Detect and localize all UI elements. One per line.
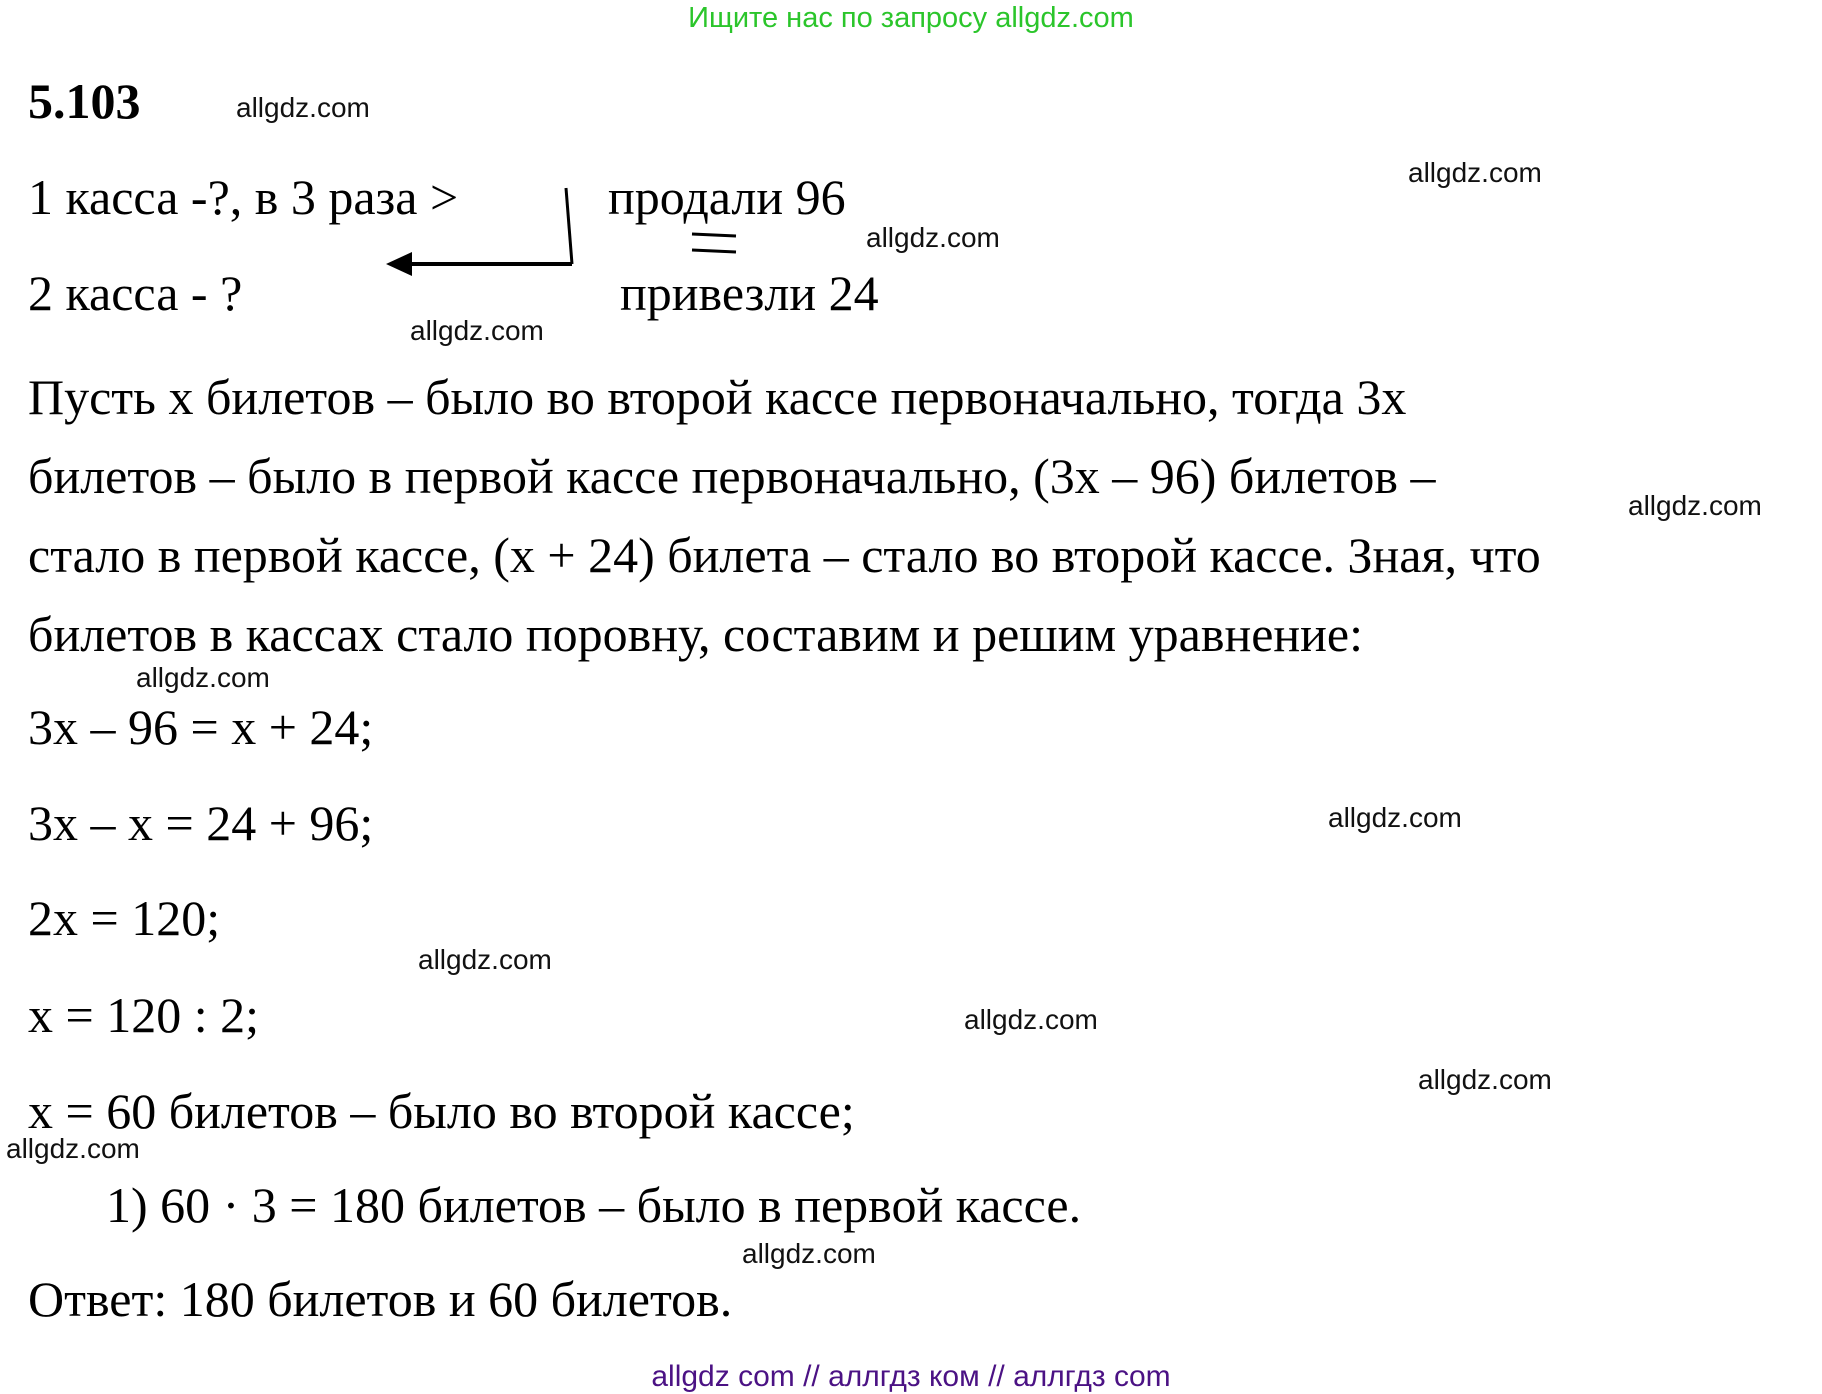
comparison-arrow-icon (0, 0, 1822, 400)
equation-3: 2х = 120; (28, 890, 221, 946)
footer-links: allgdz com // аллгдз ком // аллгдз com (651, 1360, 1171, 1393)
watermark: allgdz.com (6, 1133, 140, 1164)
search-banner: Ищите нас по запросу allgdz.com (688, 2, 1134, 34)
condition-line-1: 1 касса -?, в 3 раза > (28, 169, 459, 225)
watermark: allgdz.com (136, 662, 270, 693)
condition-sold: продали 96 (608, 169, 846, 225)
answer: Ответ: 180 билетов и 60 билетов. (28, 1271, 733, 1327)
paragraph-line: билетов – было в первой кассе первоначально, (3х – 96) билетов – (28, 448, 1436, 504)
paragraph-line: стало в первой кассе, (х + 24) билета – стало во второй кассе. Зная, что (28, 527, 1541, 583)
watermark: allgdz.com (866, 222, 1000, 253)
watermark: allgdz.com (236, 92, 370, 123)
problem-number: 5.103 (28, 73, 141, 129)
watermark: allgdz.com (1328, 802, 1462, 833)
step-1: 1) 60 · 3 = 180 билетов – было в первой кассе. (106, 1177, 1082, 1233)
equation-4: х = 120 : 2; (28, 987, 259, 1043)
watermark: allgdz.com (1408, 157, 1542, 188)
watermark: allgdz.com (410, 315, 544, 346)
condition-brought: привезли 24 (620, 265, 879, 321)
paragraph-line: билетов в кассах стало поровну, составим и решим уравнение: (28, 606, 1364, 662)
paragraph-line: Пусть х билетов – было во второй кассе первоначально, тогда 3х (28, 369, 1407, 425)
condition-line-2: 2 касса - ? (28, 265, 243, 321)
solution-paragraph (28, 358, 1541, 674)
equation-2: 3х – х = 24 + 96; (28, 795, 374, 851)
watermark: allgdz.com (1628, 490, 1762, 521)
equation-1: 3х – 96 = х + 24; (28, 699, 374, 755)
watermark: allgdz.com (964, 1004, 1098, 1035)
watermark: allgdz.com (418, 944, 552, 975)
equation-5: х = 60 билетов – было во второй кассе; (28, 1083, 855, 1139)
watermark: allgdz.com (742, 1238, 876, 1269)
watermark: allgdz.com (1418, 1064, 1552, 1095)
